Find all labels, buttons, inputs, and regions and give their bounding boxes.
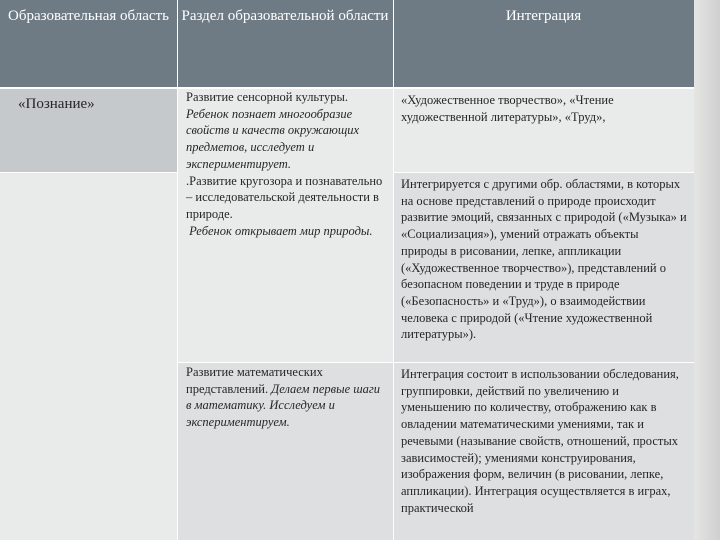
area-cell — [0, 88, 177, 172]
integration-cell-math — [393, 362, 694, 540]
integration-math-text: Интеграция состоит в использовании обследования, группировки, действий по увеличению и уменьшению по количеству, отображению как в овладении математическими умениями, так и речевыми (называние свойств, отношений, простых зависимостей); умениями конструирования, изображения форм, величин (в рисовании, лепке, аппликации). Интеграция осуществляется в играх, практической — [401, 367, 679, 515]
section-math-title: Развитие математических представлений. — [186, 365, 323, 396]
section-cell-math — [177, 362, 393, 540]
section-math-description: Делаем первые шаги в математику. Исследуем и экспериментируем. — [186, 381, 381, 430]
area-value: «Познание» — [18, 96, 95, 112]
section-cell-sensory — [177, 88, 393, 362]
integration-a-text: «Художественное творчество», «Чтение художественной литературы», «Труд», — [401, 93, 614, 124]
integration-cell-b — [393, 172, 694, 362]
grid-line-col2 — [393, 0, 394, 540]
header-area — [0, 0, 177, 88]
grid-line-col1 — [177, 0, 178, 540]
header-section — [177, 0, 393, 88]
grid-line-integration-a — [393, 172, 694, 173]
grid-line-header — [0, 87, 694, 89]
header-area-label: Образовательная область — [8, 8, 169, 24]
header-integration-label: Интеграция — [505, 8, 582, 24]
integration-b-text: Интегрируется с другими обр. областями, в которых на основе представлений о природе происходит развитие эмоций, связанных с природой («Музыка» и «Социализация»), умений отражать объекты природы в рисовании, лепке, аппликации («Художественное творчество»), представлений о безопасном поведении и труде в природе («Безопасность» и «Труд»), о взаимодействии человека с природой («Чтение художественной литературы»). — [401, 177, 687, 342]
area-cell-continued — [0, 172, 177, 540]
section-nature-description: Ребенок открывает мир природы. — [186, 223, 373, 238]
right-decorative-strip — [694, 0, 720, 540]
integration-cell-a — [393, 88, 694, 172]
header-section-label: Раздел образовательной области — [181, 8, 389, 24]
header-integration — [393, 0, 694, 88]
section-nature-title: .Развитие кругозора и познавательно – исследовательской деятельности в природе. — [186, 173, 383, 221]
section-sensory-description: Ребенок познает многообразие свойств и качеств окружающих предметов, исследует и экспериментирует. — [186, 106, 360, 171]
section-sensory-title: Развитие сенсорной культуры. — [186, 90, 348, 104]
grid-line-area — [0, 172, 177, 173]
grid-line-row2 — [177, 362, 694, 363]
